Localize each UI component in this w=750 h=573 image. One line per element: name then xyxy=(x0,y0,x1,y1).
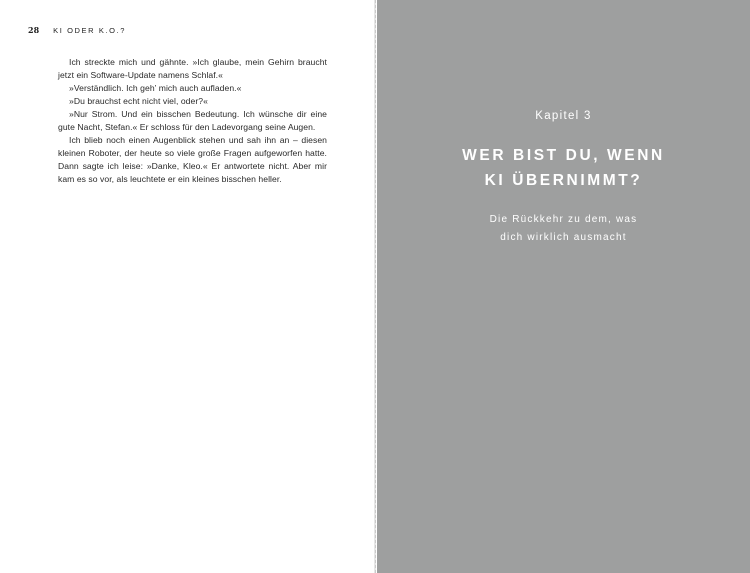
chapter-subtitle-line: dich wirklich ausmacht xyxy=(500,232,627,243)
body-text xyxy=(58,56,327,186)
paragraph: »Nur Strom. Und ein bisschen Bedeutung. Ich wünsche dir eine gute Nacht, Stefan.« Er schloss für den Ladevorgang seine Augen. xyxy=(58,109,327,132)
paragraph: »Du brauchst echt nicht viel, oder?« xyxy=(69,96,208,106)
chapter-subtitle xyxy=(377,211,750,247)
paragraph: »Verständlich. Ich geh’ mich auch aufladen.« xyxy=(69,83,242,93)
chapter-opener-page xyxy=(377,0,750,573)
chapter-title-line: KI ÜBERNIMMT? xyxy=(484,172,643,189)
running-head xyxy=(28,24,126,36)
chapter-label: Kapitel 3 xyxy=(535,110,592,122)
page-fold-line xyxy=(375,0,376,573)
chapter-title-line: WER BIST DU, WENN xyxy=(462,147,665,164)
chapter-subtitle-line: Die Rückkehr zu dem, was xyxy=(489,214,638,225)
page-number: 28 xyxy=(28,25,40,35)
chapter-title xyxy=(377,143,750,193)
book-title: KI ODER K.O.? xyxy=(53,25,127,35)
paragraph: Ich blieb noch einen Augenblick stehen und sah ihn an – diesen kleinen Roboter, der heute so viele große Fragen aufgeworfen hatte. Dann sagte ich leise: »Danke, Kleo.« Er antwortete nicht. Aber mir kam es so vor, als leuchtete er ein kleines bisschen heller. xyxy=(58,135,327,184)
paragraph: Ich streckte mich und gähnte. »Ich glaube, mein Gehirn braucht jetzt ein Software-Update namens Schlaf.« xyxy=(58,57,327,80)
